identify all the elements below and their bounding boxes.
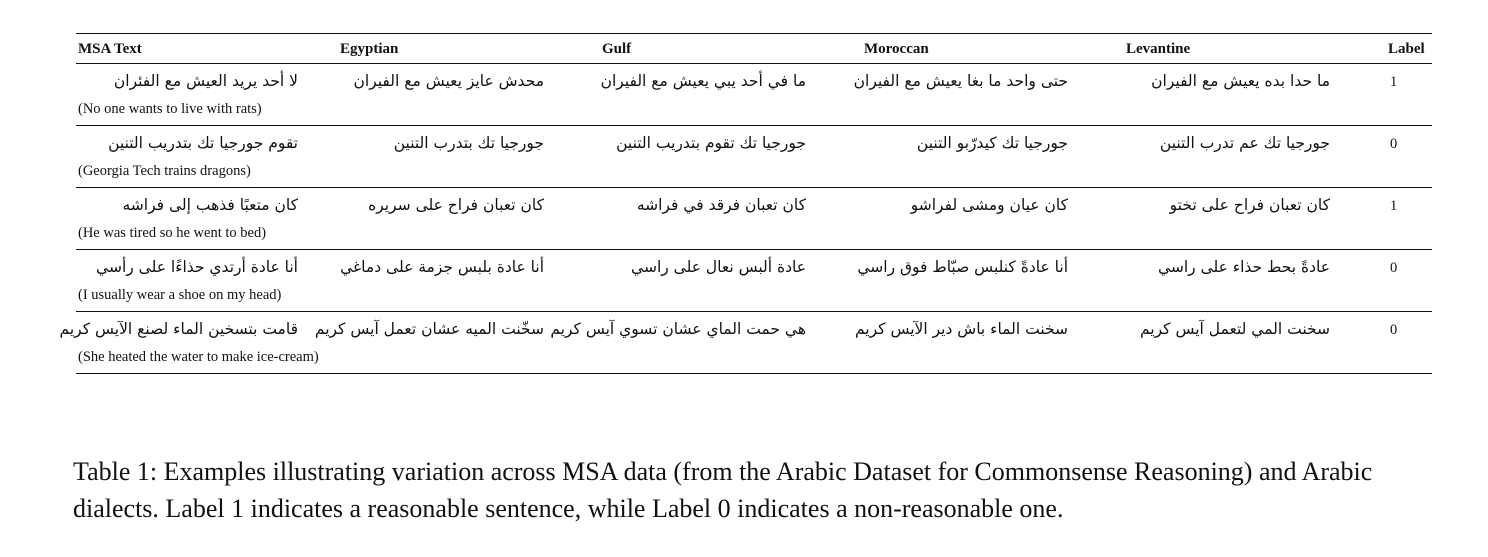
levantine-cell xyxy=(1124,312,1386,374)
levantine-text: جورجيا تك عم تدرب التنين xyxy=(1159,134,1330,152)
msa-text: أنا عادة أرتدي حذاءًا على رأسي xyxy=(96,258,298,276)
msa-translation: (No one wants to live with rats) xyxy=(78,101,262,117)
msa-text: تقوم جورجيا تك بتدريب التنين xyxy=(108,134,298,152)
table-row xyxy=(76,312,1432,374)
egyptian-text: جورجيا تك بتدرب التنين xyxy=(393,134,544,152)
table-row xyxy=(76,64,1432,126)
gulf-cell xyxy=(600,64,862,126)
levantine-text: سخنت المي لتعمل آيس كريم xyxy=(1139,320,1330,338)
moroccan-text: حتى واحد ما بغا يعيش مع الفيران xyxy=(853,72,1068,90)
msa-cell xyxy=(76,188,338,250)
msa-text: لا أحد يريد العيش مع الفئران xyxy=(113,72,298,90)
msa-cell xyxy=(76,64,338,126)
egyptian-cell xyxy=(338,126,600,188)
moroccan-cell xyxy=(862,126,1124,188)
levantine-cell xyxy=(1124,188,1386,250)
levantine-text: عادةً بحط حذاء على راسي xyxy=(1157,258,1330,276)
moroccan-cell xyxy=(857,250,1124,312)
egyptian-text: محدش عايز يعيش مع الفيران xyxy=(353,72,544,90)
moroccan-text: سخنت الماء باش دير الآيس كريم xyxy=(854,320,1068,338)
levantine-cell xyxy=(1124,126,1386,188)
examples-table xyxy=(59,33,1432,374)
gulf-cell xyxy=(600,126,862,188)
msa-text: قامت بتسخين الماء لصنع الآيس كريم xyxy=(59,320,298,338)
egyptian-text: أنا عادة بلبس جزمة على دماغي xyxy=(340,258,544,276)
table-header-row xyxy=(76,34,1432,64)
label-value: 0 xyxy=(1390,322,1398,338)
egyptian-text: كان تعبان فراح على سريره xyxy=(368,196,544,214)
gulf-text: عادة ألبس نعال على راسي xyxy=(631,258,806,276)
header-levantine: Levantine xyxy=(1126,40,1191,57)
header-moroccan: Moroccan xyxy=(864,40,929,57)
msa-cell xyxy=(76,250,338,312)
msa-translation: (I usually wear a shoe on my head) xyxy=(78,287,282,303)
examples-table-container xyxy=(59,33,1432,374)
msa-translation: (He was tired so he went to bed) xyxy=(78,225,267,241)
moroccan-cell xyxy=(862,188,1124,250)
egyptian-cell xyxy=(338,188,600,250)
levantine-text: كان تعبان فراح على تختو xyxy=(1169,196,1330,214)
egyptian-text: سخّنت الميه عشان تعمل آيس كريم xyxy=(314,320,544,338)
levantine-cell xyxy=(1124,250,1386,312)
gulf-cell xyxy=(600,188,862,250)
moroccan-text: جورجيا تك كيدرّبو التنين xyxy=(916,134,1068,152)
msa-text: كان متعبًا فذهب إلى فراشه xyxy=(122,196,298,214)
gulf-text: ما في أحد يبي يعيش مع الفيران xyxy=(600,72,806,90)
header-gulf: Gulf xyxy=(602,40,632,57)
gulf-cell xyxy=(550,312,862,374)
msa-cell xyxy=(59,312,338,374)
label-value: 1 xyxy=(1390,74,1398,90)
gulf-text: هي حمت الماي عشان تسوي آيس كريم xyxy=(550,320,806,338)
header-label: Label xyxy=(1388,40,1425,57)
levantine-cell xyxy=(1124,64,1386,126)
moroccan-cell xyxy=(853,64,1124,126)
label-value: 0 xyxy=(1390,260,1398,276)
msa-cell xyxy=(76,126,338,188)
gulf-text: جورجيا تك تقوم بتدريب التنين xyxy=(616,134,806,152)
egyptian-cell xyxy=(338,250,600,312)
table-caption: Table 1: Examples illustrating variation across MSA data (from the Arabic Dataset for Commonsense Reasoning) and Arabic dialects. Label 1 indicates a reasonable sentence, while Label 0 indicates a non-reasonable one. xyxy=(73,457,1373,523)
gulf-text: كان تعبان فرقد في فراشه xyxy=(636,196,806,214)
label-value: 0 xyxy=(1390,136,1398,152)
msa-translation: (She heated the water to make ice-cream) xyxy=(78,349,319,365)
gulf-cell xyxy=(600,250,862,312)
header-egyptian: Egyptian xyxy=(340,40,399,57)
table-row xyxy=(76,250,1432,312)
table-row xyxy=(76,126,1432,188)
table-row xyxy=(76,188,1432,250)
egyptian-cell xyxy=(338,64,600,126)
moroccan-text: كان عيان ومشى لفراشو xyxy=(910,196,1068,214)
label-value: 1 xyxy=(1390,198,1398,214)
moroccan-text: أنا عادةً كنلبس صبّاط فوق راسي xyxy=(857,258,1068,276)
moroccan-cell xyxy=(854,312,1124,374)
levantine-text: ما حدا بده يعيش مع الفيران xyxy=(1151,72,1330,90)
header-msa-text: MSA Text xyxy=(78,40,142,57)
msa-translation: (Georgia Tech trains dragons) xyxy=(78,163,251,179)
